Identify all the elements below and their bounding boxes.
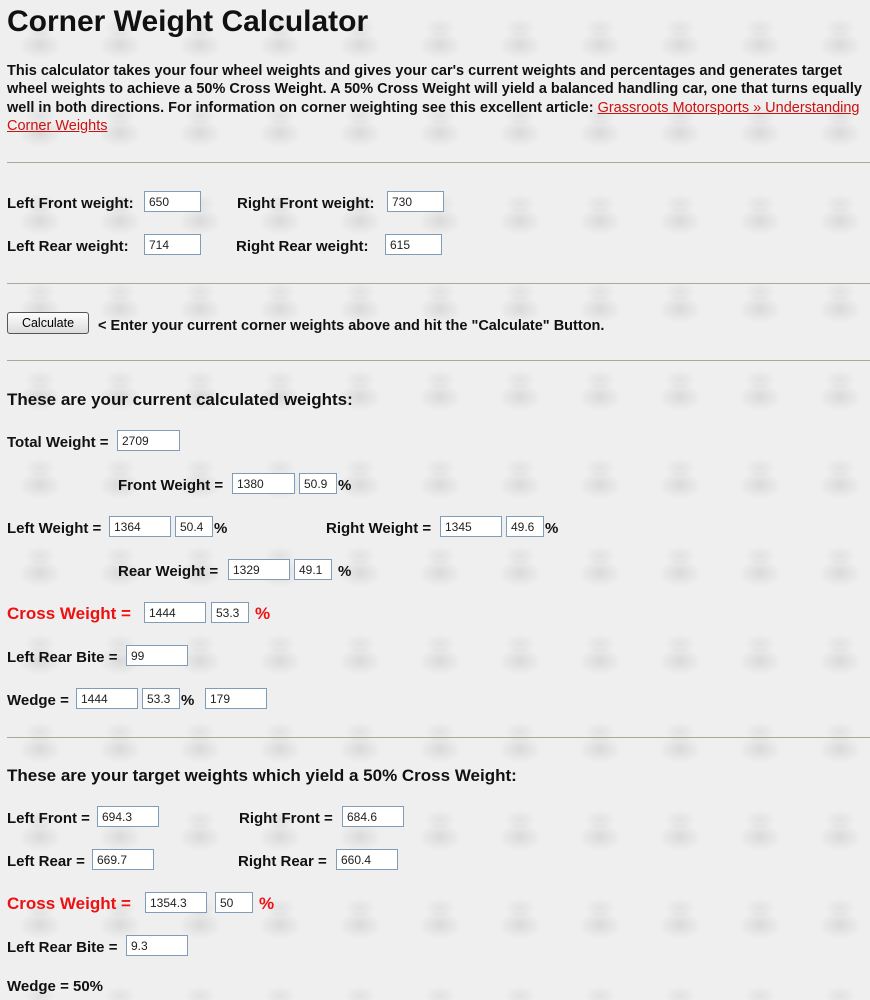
left-rear-bite-label: Left Rear Bite = — [7, 649, 118, 666]
divider — [7, 737, 870, 738]
right-weight-label: Right Weight = — [326, 520, 432, 537]
left-weight-label: Left Weight = — [7, 520, 102, 537]
current-heading: These are your current calculated weights: — [7, 390, 353, 409]
right-rear-label: Right Rear weight: — [236, 238, 369, 255]
cross-weight-pct-field[interactable] — [211, 602, 249, 623]
target-left-rear-label: Left Rear = — [7, 853, 85, 870]
pct-symbol: % — [545, 520, 559, 537]
cross-weight-label: Cross Weight = — [7, 604, 131, 623]
target-right-front-field[interactable] — [342, 806, 404, 827]
pct-symbol: % — [214, 520, 228, 537]
target-right-front-label: Right Front = — [239, 810, 333, 827]
front-weight-field[interactable] — [232, 473, 295, 494]
left-rear-bite-field[interactable] — [126, 645, 188, 666]
calculate-hint: < Enter your current corner weights above and hit the "Calculate" Button. — [98, 318, 605, 334]
right-front-label: Right Front weight: — [237, 195, 375, 212]
target-cross-weight-label: Cross Weight = — [7, 894, 131, 913]
wedge-field[interactable] — [76, 688, 138, 709]
article-link[interactable]: Grassroots Motorsports » Understanding Corner Weights — [7, 99, 860, 134]
right-weight-field[interactable] — [440, 516, 502, 537]
intro-text: This calculator takes your four wheel weights and gives your car's current weights and percentages and generates target wheel weights to achieve a 50% Cross Weight. A 50% Cross Weight will yield a balanced handling car, one that turns equally well in both directions. For information on corner weighting see this excellent article: — [7, 63, 862, 116]
right-weight-pct-field[interactable] — [506, 516, 544, 537]
divider — [7, 162, 870, 163]
target-heading: These are your target weights which yield a 50% Cross Weight: — [7, 766, 517, 785]
target-right-rear-label: Right Rear = — [238, 853, 327, 870]
right-front-input[interactable] — [387, 191, 444, 212]
target-left-rear-field[interactable] — [92, 849, 154, 870]
target-cross-weight-field[interactable] — [145, 892, 207, 913]
target-left-front-label: Left Front = — [7, 810, 90, 827]
front-weight-label: Front Weight = — [118, 477, 224, 494]
divider — [7, 283, 870, 284]
wedge-label: Wedge = — [7, 692, 69, 709]
target-left-front-field[interactable] — [97, 806, 159, 827]
target-right-rear-field[interactable] — [336, 849, 398, 870]
rear-weight-pct-field[interactable] — [294, 559, 332, 580]
left-front-label: Left Front weight: — [7, 195, 134, 212]
total-weight-field[interactable] — [117, 430, 180, 451]
rear-weight-label: Rear Weight = — [118, 563, 219, 580]
page-title: Corner Weight Calculator — [7, 5, 369, 38]
pct-symbol: % — [181, 692, 195, 709]
wedge-pct-field[interactable] — [142, 688, 180, 709]
pct-symbol: % — [338, 563, 352, 580]
divider — [7, 360, 870, 361]
cross-weight-field[interactable] — [144, 602, 206, 623]
left-rear-label: Left Rear weight: — [7, 238, 129, 255]
target-left-rear-bite-field[interactable] — [126, 935, 188, 956]
rear-weight-field[interactable] — [228, 559, 290, 580]
total-weight-label: Total Weight = — [7, 434, 109, 451]
pct-symbol: % — [338, 477, 352, 494]
left-weight-pct-field[interactable] — [175, 516, 213, 537]
calculate-button[interactable]: Calculate — [7, 312, 89, 334]
target-cross-weight-pct-field[interactable] — [215, 892, 253, 913]
wedge-extra-field[interactable] — [205, 688, 267, 709]
target-left-rear-bite-label: Left Rear Bite = — [7, 939, 118, 956]
left-weight-field[interactable] — [109, 516, 171, 537]
front-weight-pct-field[interactable] — [299, 473, 337, 494]
right-rear-input[interactable] — [385, 234, 442, 255]
pct-symbol: % — [259, 894, 275, 913]
left-front-input[interactable] — [144, 191, 201, 212]
left-rear-input[interactable] — [144, 234, 201, 255]
intro-paragraph — [7, 62, 867, 135]
pct-symbol: % — [255, 604, 271, 623]
target-wedge-text: Wedge = 50% — [7, 978, 104, 995]
